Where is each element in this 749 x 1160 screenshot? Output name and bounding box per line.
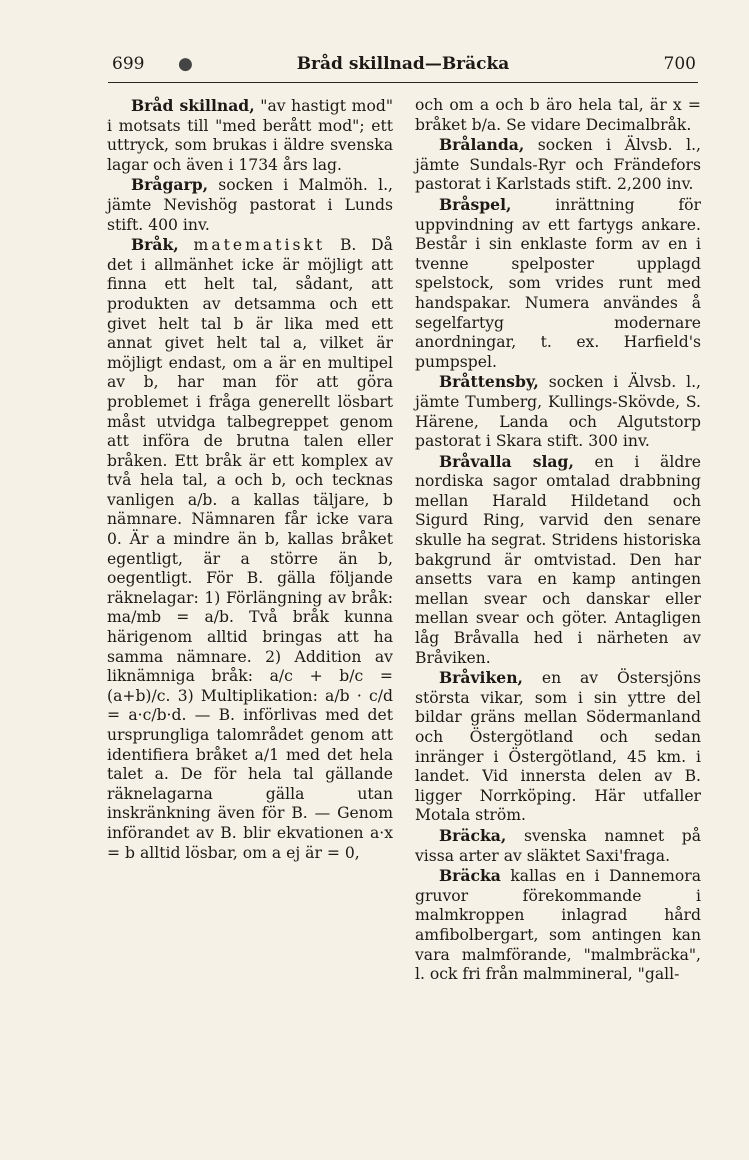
headword: Bråttensby, xyxy=(439,372,539,392)
entry-text: B. Då det i allmänhet icke är möjligt att finna ett helt tal, sådant, att produkten av detsamma och ett givet helt tal b är lika med ett annat givet helt tal a, vilket är möjligt endast, om a är en multipel av b, har man för att göra problemet i fråga generellt lösbart måst utvidga talbegreppet genom att införa de brutna talen eller bråken. Ett bråk är ett komplex av två hela tal, a och b, och tecknas vanligen a/b. a kallas täljare, b nämnare. Nämnaren får icke vara 0. Är a mindre än b, kallas bråket egentligt, är a större än b, oegentligt. För B. gälla följande räknelagar: 1) Förlängning av bråk: ma/mb = a/b. Två bråk kunna härigenom alltid bringas att ha samma nämnare. 2) Addition av liknämniga bråk: a/c + b/c = (a+b)/c. 3) Multiplikation: a/b · c/d = a·c/b·d. — B. införlivas med det ursprungliga talområdet genom att identifiera bråket a/1 med det hela talet a. De för hela tal gällande räknelagarna gälla utan inskränkning även för B. — Genom införandet av B. blir ekvationen a·x = b alltid lösbar, om a ej är = 0, xyxy=(107,236,393,862)
entry-continuation xyxy=(415,96,701,135)
page-number-left: 699 xyxy=(112,54,145,74)
entry-brak xyxy=(107,235,393,863)
entry-bracka-2 xyxy=(415,866,701,985)
entry-text: en av Östersjöns största vikar, som i sin yttre del bildar gräns mellan Södermanland och Östergötland och sedan inränger i Östergötland, 45 km. i landet. Vid innersta delen av B. ligger Norrköping. Här utfaller Motala ström. xyxy=(415,669,701,825)
entry-brad-skillnad xyxy=(107,96,393,175)
entry-text: inrättning för uppvindning av ett fartygs ankare. Består i sin enklaste form av en i tvenne spelposter upplagd spelstock, som vrides runt med handspakar. Numera användes å segelfartyg modernare anordningar, t. ex. Harfield's pumpspel. xyxy=(415,195,701,371)
headword: Bräcka, xyxy=(439,825,507,845)
entry-text: och om a och b äro hela tal, är x = bråket b/a. Se vidare Decimalbråk. xyxy=(415,96,701,134)
headword: Bråspel, xyxy=(439,194,512,214)
headword: Brålanda, xyxy=(439,135,525,155)
headword: Bråk, xyxy=(131,235,179,255)
entry-text: svenska namnet på vissa arter av släktet Saxi'fraga. xyxy=(415,826,701,865)
entry-text: socken i Malmöh. l., jämte Nevishög pastorat i Lunds stift. 400 inv. xyxy=(107,176,393,234)
right-column xyxy=(415,96,701,985)
entry-braspel xyxy=(415,195,701,372)
page-number-right: 700 xyxy=(663,54,696,74)
headword: Brågarp, xyxy=(131,175,209,195)
entry-brattensby xyxy=(415,372,701,451)
page-header xyxy=(108,52,698,83)
dot-mark-icon: ● xyxy=(178,54,193,74)
entry-text: socken i Älvsb. l., jämte Tumberg, Kullings-Skövde, S. Härene, Landa och Algutstorp pastorat i Skara stift. 300 inv. xyxy=(415,373,701,451)
headword: Bråviken, xyxy=(439,668,523,688)
entry-text: kallas en i Dannemora gruvor förekommande i malmkroppen inlagrad hård amfibolbergart, som antingen kan vara malmförande, "malmbräcka", l. ock fri från malmmineral, "gall- xyxy=(415,867,701,984)
headword: Bråd skillnad, xyxy=(131,96,255,115)
spaced-word: matematiskt xyxy=(193,236,326,255)
entry-text: socken i Älvsb. l., jämte Sundals-Ryr och Frändefors pastorat i Karlstads stift. 2,200 inv. xyxy=(415,136,701,194)
entry-bravalla-slag xyxy=(415,452,701,669)
headword: Bråvalla slag, xyxy=(439,451,574,471)
entry-text: en i äldre nordiska sagor omtalad drabbning mellan Harald Hildetand och Sigurd Ring, varvid den senare skulle ha segrat. Stridens historiska bakgrund är omtvistad. Den har ansetts vara en kamp antingen mellan svear och danskar eller mellan svear och göter. Antagligen låg Bråvalla hed i närheten av Bråviken. xyxy=(415,452,702,667)
entry-text: "av hastigt mod" i motsats till "med berått mod"; ett uttryck, som brukas i äldre svenska lagar och även i 1734 års lag. xyxy=(107,97,393,174)
entry-bragarp xyxy=(107,175,393,235)
entry-bralanda xyxy=(415,135,701,195)
running-title: Bråd skillnad—Bräcka xyxy=(296,54,510,74)
left-column xyxy=(107,96,393,863)
entry-braviken xyxy=(415,668,701,826)
entry-bracka-1 xyxy=(415,826,701,866)
headword: Bräcka xyxy=(439,866,501,886)
